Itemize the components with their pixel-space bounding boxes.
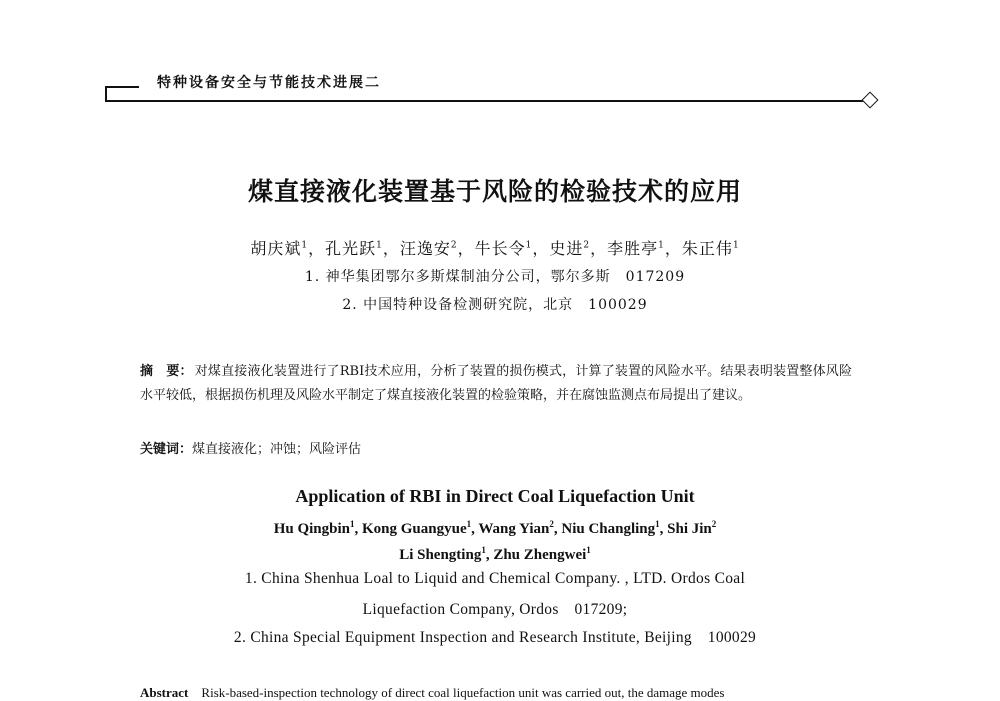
chinese-affiliation-2: 2. 中国特种设备检测研究院，北京 100029 bbox=[342, 297, 648, 313]
author-name: 李胜亭 bbox=[607, 239, 659, 258]
author-name: 胡庆斌 bbox=[250, 239, 302, 258]
english-abstract bbox=[140, 682, 852, 701]
header-rule-vertical bbox=[105, 86, 107, 100]
chinese-title: 煤直接液化装置基于风险的检验技术的应用 bbox=[247, 177, 742, 206]
english-affiliation-1a: 1. China Shenhua Loal to Liquid and Chemical Company. , LTD. Ordos Coal bbox=[244, 570, 746, 587]
english-abstract-label: Abstract bbox=[140, 685, 189, 700]
chinese-keywords-text: 煤直接液化；冲蚀；风险评估 bbox=[192, 442, 362, 457]
author-affiliation-mark: 2 bbox=[549, 519, 554, 529]
author-name: 牛长令 bbox=[474, 239, 526, 258]
author-name: Niu Changling bbox=[561, 521, 656, 537]
english-authors bbox=[0, 516, 990, 568]
chinese-abstract-label: 摘 要： bbox=[140, 364, 193, 379]
author-name: Zhu Zhengwei bbox=[493, 547, 587, 563]
author-name: Wang Yian bbox=[478, 521, 550, 537]
english-authors-line-2: Li Shengting$^1$, Zhu Zhengwei$^1$ bbox=[399, 545, 591, 563]
author-affiliation-mark: 2 bbox=[711, 519, 717, 529]
chinese-authors: 胡庆斌$^1$，孔光跃$^1$，汪逸安$^2$，牛长令$^1$，史进$^2$，李胜亭$^1$，朱正伟$^1$ bbox=[250, 239, 740, 258]
series-title: 特种设备安全与节能技术进展二 bbox=[157, 75, 381, 91]
author-affiliation-mark: 1 bbox=[586, 545, 591, 555]
chinese-keywords bbox=[140, 438, 361, 457]
english-title: Application of RBI in Direct Coal Liquefaction Unit bbox=[295, 486, 695, 506]
english-abstract-text: Risk-based-inspection technology of direct coal liquefaction unit was carried out, the damage modes bbox=[201, 685, 725, 700]
header-rule-main bbox=[105, 100, 863, 102]
author-name: Hu Qingbin bbox=[273, 521, 350, 537]
author-name: Kong Guangyue bbox=[362, 521, 467, 537]
author-affiliation-mark: 1 bbox=[350, 519, 355, 529]
author-affiliation-mark: 1 bbox=[376, 240, 383, 251]
author-affiliation-mark: 1 bbox=[732, 240, 740, 251]
author-affiliation-mark: 1 bbox=[525, 240, 533, 251]
author-affiliation-mark: 1 bbox=[481, 545, 486, 555]
author-affiliation-mark: 1 bbox=[658, 240, 665, 251]
author-name: 汪逸安 bbox=[399, 239, 451, 258]
author-name: 史进 bbox=[549, 239, 584, 258]
author-name: Li Shengting bbox=[399, 547, 482, 563]
header-rule-top bbox=[105, 86, 139, 88]
english-affiliation-2: 2. China Special Equipment Inspection and Research Institute, Beijing 100029 bbox=[233, 629, 757, 646]
author-affiliation-mark: 1 bbox=[301, 240, 309, 251]
english-authors-line-1: Hu Qingbin$^1$, Kong Guangyue$^1$, Wang Yian$^2$, Niu Changling$^1$, Shi Jin$^2$ bbox=[273, 519, 717, 537]
author-name: 孔光跃 bbox=[325, 239, 377, 258]
author-affiliation-mark: 2 bbox=[450, 240, 458, 251]
author-name: Shi Jin bbox=[667, 521, 712, 537]
author-affiliation-mark: 1 bbox=[466, 519, 472, 529]
diamond-ornament-icon bbox=[862, 92, 879, 109]
author-affiliation-mark: 1 bbox=[655, 519, 660, 529]
author-affiliation-mark: 2 bbox=[583, 240, 591, 251]
chinese-abstract bbox=[140, 360, 852, 408]
chinese-keywords-label: 关键词： bbox=[140, 442, 193, 457]
english-affiliation-1b: Liquefaction Company, Ordos 017209; bbox=[362, 601, 628, 618]
author-name: 朱正伟 bbox=[681, 239, 733, 258]
chinese-abstract-text: 对煤直接液化装置进行了RBI技术应用，分析了装置的损伤模式，计算了装置的风险水平。结果表明装置整体风险水平较低，根据损伤机理及风险水平制定了煤直接液化装置的检验策略，并在腐蚀监测点布局提出了建议。 bbox=[140, 364, 852, 403]
chinese-affiliation-1: 1. 神华集团鄂尔多斯煤制油分公司，鄂尔多斯 017209 bbox=[304, 269, 686, 285]
